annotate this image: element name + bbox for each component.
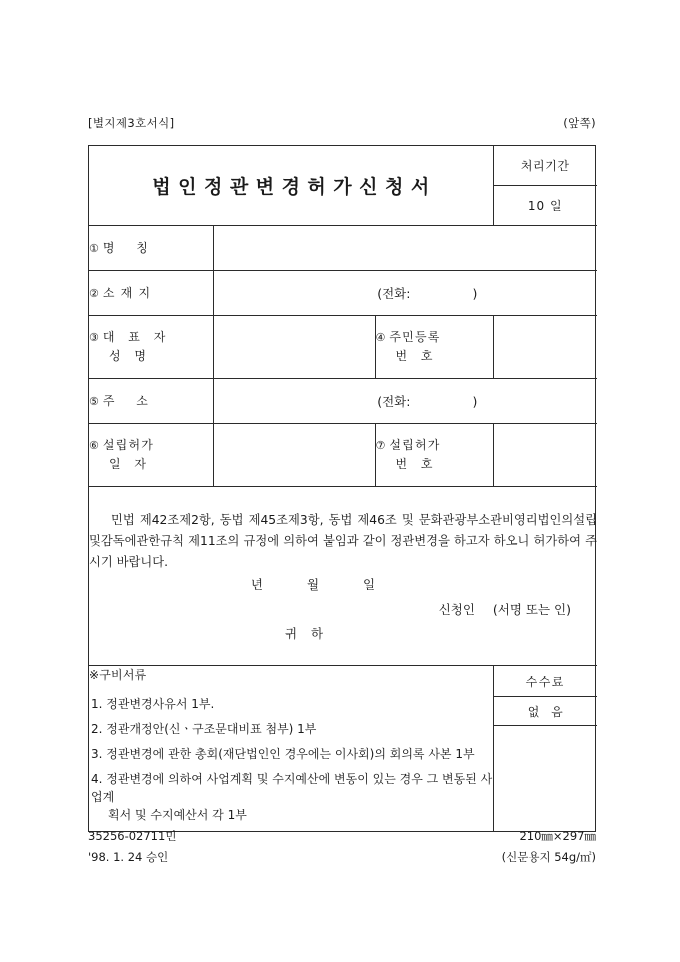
attachments-row bbox=[89, 666, 597, 697]
attachment-item-text: 정관개정안(신ㆍ구조문대비표 첨부) 1부 bbox=[106, 722, 317, 736]
date-year-label: 년 bbox=[250, 577, 263, 593]
field-label-name bbox=[89, 226, 213, 271]
statement-row bbox=[89, 487, 597, 666]
field-label-permit-date-text: 설립허가 bbox=[102, 438, 155, 453]
attachment-item-text: 정관변경사유서 1부. bbox=[106, 697, 215, 711]
attachment-item-text: 정관변경에 의하여 사업계획 및 수지예산에 변동이 있는 경우 그 변동된 사업계 bbox=[91, 772, 493, 804]
field-label-representative-text: 대 표 자 bbox=[102, 330, 171, 345]
page-footer bbox=[88, 826, 596, 869]
phone-label-address: (전화: bbox=[377, 394, 411, 409]
form-code-label: [별지제3호서식] bbox=[88, 116, 175, 130]
fee-label: 수수료 bbox=[493, 666, 597, 697]
fee-value: 없 음 bbox=[493, 697, 597, 726]
attachment-item-number: 3. bbox=[91, 747, 103, 761]
attachment-item bbox=[89, 720, 493, 738]
field-label-representative bbox=[89, 316, 213, 379]
field-row-representative bbox=[89, 316, 597, 379]
field-row-address bbox=[89, 379, 597, 424]
phone-close-location: ) bbox=[472, 286, 478, 301]
field-number-2: ② bbox=[89, 286, 99, 300]
field-label-location bbox=[89, 271, 213, 316]
field-label-permit-number-text: 설립허가 bbox=[389, 438, 441, 453]
field-number-1: ① bbox=[89, 241, 99, 255]
processing-period-value: 10 일 bbox=[493, 186, 597, 226]
field-label-permit-number bbox=[375, 424, 493, 487]
phone-label-location: (전화: bbox=[377, 286, 411, 301]
field-row-location bbox=[89, 271, 597, 316]
statement-paragraph bbox=[89, 510, 597, 573]
date-line bbox=[89, 575, 597, 593]
field-value-representative[interactable] bbox=[213, 316, 375, 379]
addressee-label: 귀 하 bbox=[285, 626, 329, 642]
attachment-item-text: 정관변경에 관한 총회(재단법인인 경우에는 이사회)의 회의록 사본 1부 bbox=[106, 747, 475, 761]
field-label-address-text: 주 소 bbox=[102, 393, 157, 408]
processing-period-label: 처리기간 bbox=[493, 146, 597, 186]
field-value-name[interactable] bbox=[213, 226, 597, 271]
field-label-permit-date-text2: 일 자 bbox=[109, 457, 151, 471]
field-value-resident-id[interactable] bbox=[493, 316, 597, 379]
form-number: 35256-02711민 bbox=[88, 829, 177, 843]
field-label-permit-date bbox=[89, 424, 213, 487]
attachment-item-number: 2. bbox=[91, 722, 103, 736]
field-number-4: ④ bbox=[375, 331, 386, 345]
attachment-item-number: 4. bbox=[91, 772, 103, 786]
field-value-address[interactable] bbox=[213, 379, 597, 424]
signature-line bbox=[89, 600, 597, 618]
field-number-3: ③ bbox=[89, 331, 99, 345]
field-label-representative-text2: 성 명 bbox=[109, 349, 151, 363]
field-label-resident-id bbox=[375, 316, 493, 379]
address-phone-group bbox=[377, 392, 477, 410]
paper-spec: (신문용지 54g/㎡) bbox=[501, 850, 596, 865]
attachment-item bbox=[89, 770, 493, 824]
field-value-permit-date[interactable] bbox=[213, 424, 375, 487]
phone-close-address: ) bbox=[472, 394, 478, 409]
attachments-cell bbox=[89, 666, 493, 832]
footer-right-column bbox=[502, 826, 596, 869]
field-value-location[interactable] bbox=[213, 271, 597, 316]
page-title: 법인정관변경허가신청서 bbox=[152, 176, 437, 198]
field-label-location-text: 소 재 지 bbox=[102, 285, 152, 300]
approval-date: '98. 1. 24 승인 bbox=[88, 850, 169, 865]
document-title-cell bbox=[89, 146, 493, 226]
attachment-item-continued: 획서 및 수지예산서 각 1부 bbox=[108, 808, 247, 822]
field-label-name-text: 명 칭 bbox=[102, 240, 157, 255]
paper-size: 210㎜×297㎜ bbox=[519, 829, 596, 843]
field-label-resident-id-text: 주민등록 bbox=[389, 330, 441, 345]
page-header-row bbox=[88, 115, 596, 131]
field-number-5: ⑤ bbox=[89, 394, 99, 408]
statement-text: 민법 제42조제2항, 동법 제45조제3항, 동법 제46조 및 문화관광부소관비영리법인의설립및감독에관한규칙 제11조의 규정에 의하여 붙임과 같이 정관변경을 하고자 하오니 허가하여 주시기 바랍니다. bbox=[89, 512, 597, 570]
fee-filler-cell bbox=[493, 726, 597, 832]
footer-left-column bbox=[88, 826, 176, 869]
date-month-label: 월 bbox=[306, 577, 320, 593]
statement-cell bbox=[89, 487, 597, 666]
field-label-permit-number-text2: 번 호 bbox=[395, 457, 438, 471]
field-label-resident-id-text2: 번 호 bbox=[395, 349, 438, 363]
field-label-address bbox=[89, 379, 213, 424]
field-value-permit-number[interactable] bbox=[493, 424, 597, 487]
location-phone-group bbox=[377, 284, 477, 302]
field-row-permit bbox=[89, 424, 597, 487]
main-form-table bbox=[88, 145, 596, 832]
attachment-item bbox=[89, 695, 493, 713]
field-row-name bbox=[89, 226, 597, 271]
date-day-label: 일 bbox=[363, 577, 376, 593]
title-row bbox=[89, 146, 597, 186]
page-side-marker: (앞쪽) bbox=[563, 116, 596, 130]
attachments-heading: ※구비서류 bbox=[89, 668, 147, 682]
applicant-label: 신청인 bbox=[438, 602, 475, 618]
field-number-6: ⑥ bbox=[89, 439, 99, 453]
attachment-item bbox=[89, 745, 493, 763]
signature-note: (서명 또는 인) bbox=[492, 602, 571, 618]
field-number-7: ⑦ bbox=[375, 439, 386, 453]
attachment-item-number: 1. bbox=[91, 697, 103, 711]
